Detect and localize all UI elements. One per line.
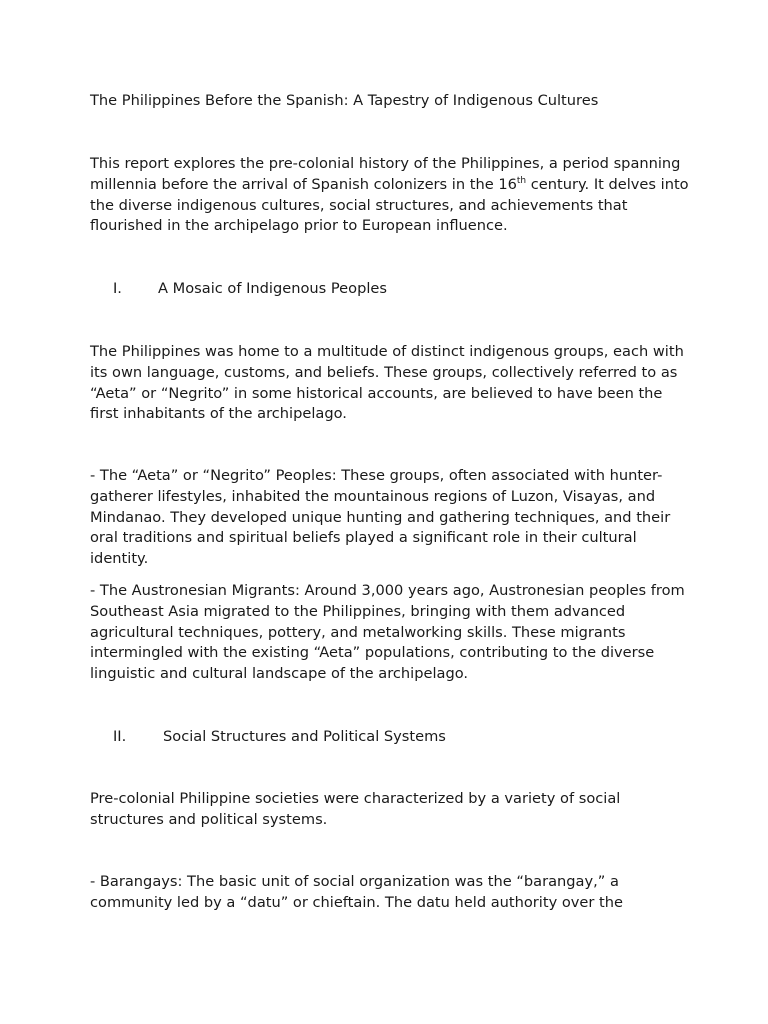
section-2-number: II. [113,728,127,745]
section-2-heading [113,727,446,748]
document-title: The Philippines Before the Spanish: A Tapestry of Indigenous Cultures [90,92,599,109]
section-1-heading [113,279,387,300]
section-2-bullet-barangays: - Barangays: The basic unit of social organization was the “barangay,” a community led by a “datu” or chieftain. The datu held authority over the [90,873,623,911]
section-1-bullet-aeta: - The “Aeta” or “Negrito” Peoples: These groups, often associated with hunter-gatherer lifestyles, inhabited the mountainous regions of Luzon, Visayas, and Mindanao. They developed unique hunting and gathering techniques, and their oral traditions and spiritual beliefs played a significant role in their cultural identity. [90,467,671,568]
intro-paragraph [90,154,690,237]
section-2-title: Social Structures and Political Systems [163,728,446,745]
section-1-title: A Mosaic of Indigenous Peoples [158,280,387,297]
section-1-bullet-austronesian: - The Austronesian Migrants: Around 3,000 years ago, Austronesian peoples from Southeast Asia migrated to the Philippines, bringing with them advanced agricultural techniques, pottery, and metalworking skills. These migrants intermingled with the existing “Aeta” populations, contributing to the diverse linguistic and cultural landscape of the archipelago. [90,582,685,683]
section-1-number: I. [113,280,122,297]
section-1-paragraph-1: The Philippines was home to a multitude of distinct indigenous groups, each with its own language, customs, and beliefs. These groups, collectively referred to as “Aeta” or “Negrito” in some historical accounts, are believed to have been the first inhabitants of the archipelago. [90,343,684,423]
intro-text-end: century. It delves into the diverse indigenous cultures, social structures, and achievements that flourished in the archipelago prior to European influence. [90,175,689,235]
section-2-paragraph-1: Pre-colonial Philippine societies were characterized by a variety of social structures and political systems. [90,790,621,828]
intro-superscript: th [516,175,527,186]
intro-text-start: This report explores the pre-colonial history of the Philippines, a period spanning millennia before the arrival of Spanish colonizers in the 16 [90,155,681,193]
